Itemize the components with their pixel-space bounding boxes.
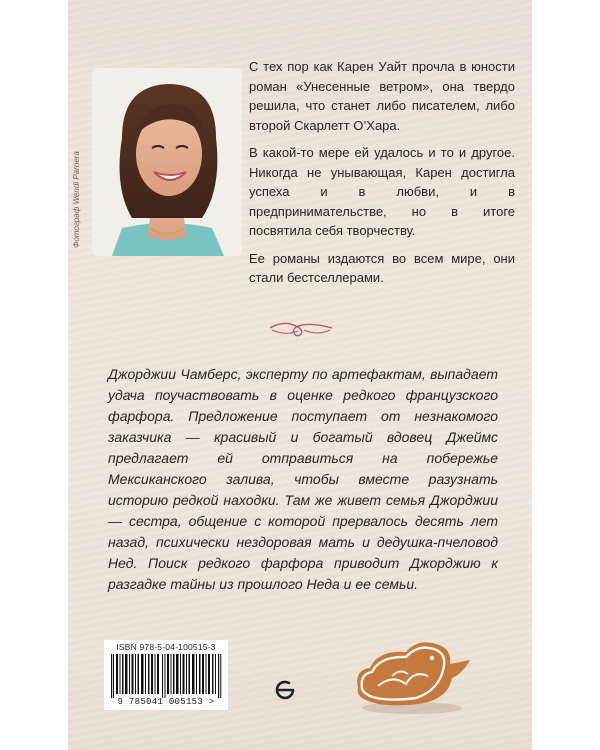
isbn-label: ISBN 978-5-04-100515-3 [116,642,216,652]
ornament-flourish [266,314,336,342]
author-photo [92,68,242,256]
isbn-barcode [104,640,228,710]
photo-credit: Фотограф Wendi Parriera [72,151,81,248]
author-portrait-image [92,68,242,256]
book-annotation: Джорджии Чамберс, эксперту по артефактам, выпадает удача поучаствовать в оценке редкого французского фарфора. Предложение поступает от незнакомого заказчика — красивый и богатый вдовец Джеймс предлагает ей отправиться на побережье Мексиканского залива, чтобы вместе разузнать историю редкой находки. Там же живет семья Джорджии — сестра, общение с которой прервалось десять лет назад, психически нездоровая мать и дедушка-пчеловод Нед. Поиск редкого фарфора приводит Джорджию к разгадке тайны из прошлого Неда и ее семьи. [108,366,498,592]
barcode-digits: 9 785041 005153 > [117,697,215,707]
author-bio [249,57,515,296]
bird-cookie-image [348,630,478,720]
bio-paragraph-1: С тех пор как Карен Уайт прочла в юности роман «Унесенные ветром», она твердо решила, что станет либо писателем, либо второй Скарлетт О’Хара. [249,59,515,133]
publisher-logo-icon [273,678,297,702]
book-back-cover [68,0,532,750]
barcode-bars [110,654,222,698]
bio-paragraph-2: В какой-то мере ей удалось и то и другое. Никогда не унывающая, Карен достигла успеха и в любви, и в предпринимательстве, но в итоге посвятила себя творчеству. [249,145,515,238]
bio-paragraph-3: Ее романы издаются во всем мире, они стали бестселлерами. [249,250,515,285]
